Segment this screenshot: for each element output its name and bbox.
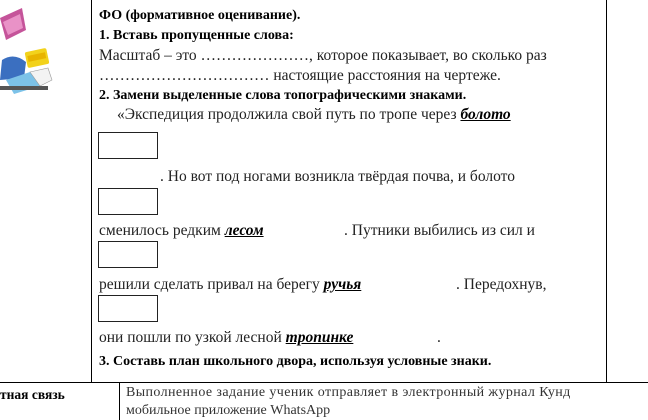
task2-line4 xyxy=(99,276,361,294)
symbol-box-3[interactable] xyxy=(98,241,158,268)
task2-line3-text: сменилось редким xyxy=(99,222,221,239)
task2-line2: . Но вот под ногами возникла твёрдая почва, и болото xyxy=(160,168,515,185)
task1-line1: Масштаб – это …………………, которое показывает, во сколько раз xyxy=(99,47,547,64)
footer-left-label: тная связь xyxy=(0,387,65,402)
task2-line3 xyxy=(99,222,264,240)
task2-line5 xyxy=(99,329,353,347)
footer-right-line1: Выполненное задание ученик отправляет в электронный журнал Кунд xyxy=(126,385,571,400)
task2-line5-text: они пошли по узкой лесной xyxy=(99,329,282,346)
task1-line2: …………………………… настоящие расстояния на чертеже. xyxy=(99,67,501,84)
symbol-box-1[interactable] xyxy=(98,132,158,159)
table-border-left xyxy=(91,0,92,383)
symbol-box-4[interactable] xyxy=(98,295,158,322)
highlight-word-forest: лесом xyxy=(224,222,264,239)
table-footer-divider xyxy=(119,382,120,420)
section-title: ФО (формативное оценивание). xyxy=(99,8,301,23)
task2-heading: 2. Замени выделенные слова топографическими знаками. xyxy=(99,88,467,103)
task2-line3-tail: . Путники выбились из сил и xyxy=(344,222,535,239)
task2-line4-tail: . Передохнув, xyxy=(456,276,547,293)
task1-heading: 1. Вставь пропущенные слова: xyxy=(99,28,294,43)
task2-line4-text: решили сделать привал на берегу xyxy=(99,276,320,293)
task2-line1 xyxy=(117,106,511,124)
task2-line1-text: «Экспедиция продолжила свой путь по тропе через xyxy=(117,106,457,123)
highlight-word-stream: ручья xyxy=(323,276,362,293)
student-illustration xyxy=(0,0,60,95)
task2-line5-tail: . xyxy=(437,329,441,346)
highlight-word-swamp: болото xyxy=(460,106,511,123)
symbol-box-2[interactable] xyxy=(98,188,158,215)
table-border-right xyxy=(606,0,607,383)
task3-heading: 3. Составь план школьного двора, используя условные знаки. xyxy=(99,354,492,369)
highlight-word-path: тропинке xyxy=(285,329,354,346)
footer-right-line2: мобильное приложение WhatsApp xyxy=(126,403,331,418)
table-row-divider xyxy=(0,382,648,383)
